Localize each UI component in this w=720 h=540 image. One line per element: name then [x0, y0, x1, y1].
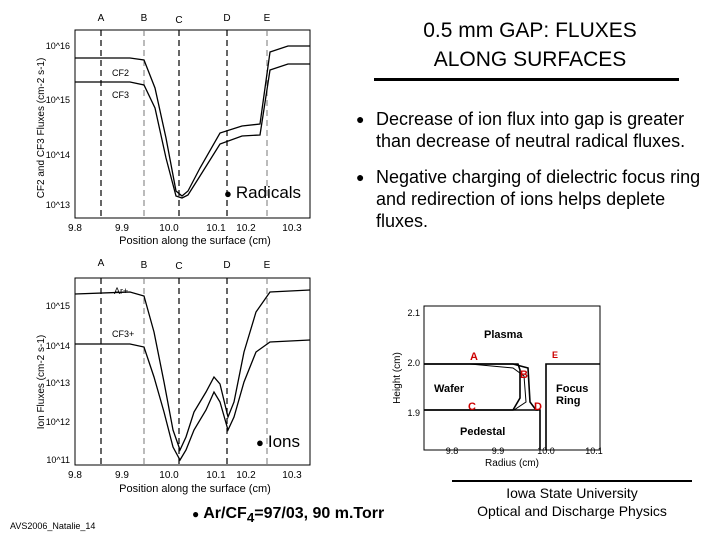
marker-d-label: D: [223, 13, 231, 24]
institution: [452, 484, 692, 520]
series-label-cf3-ion: CF3+: [112, 329, 135, 339]
bullet-dot-icon: ●: [356, 169, 365, 185]
radical-flux-chart: [30, 8, 320, 248]
bullet-item: [352, 108, 702, 152]
series-label-ar: Ar+: [114, 286, 129, 296]
y-tick-label: 10^15: [45, 301, 70, 311]
marker-a-label: A: [97, 13, 105, 24]
x-tick-label: 10.2: [236, 223, 256, 234]
y-tick-label: 10^12: [45, 417, 70, 427]
y-tick-label: 2.1: [407, 308, 420, 318]
focus-ring-outline: [546, 364, 600, 450]
y-tick-label: 1.9: [407, 408, 420, 418]
point-label-d: D: [534, 401, 542, 413]
x-tick-label: 10.0: [159, 223, 179, 234]
y-tick-label: 10^11: [46, 455, 70, 465]
x-tick-label: 9.9: [491, 446, 505, 456]
marker-b-label: B: [140, 13, 148, 24]
point-label-c: C: [468, 401, 476, 413]
marker-a-label: A: [97, 258, 105, 269]
institution-rule: [452, 480, 692, 482]
x-tick-label: 9.8: [68, 223, 82, 234]
marker-c-label: C: [175, 15, 183, 26]
x-tick-label: 9.8: [68, 470, 82, 481]
ar-ion-curve: [75, 290, 310, 450]
bullet-text: Negative charging of dielectric focus ring and redirection of ions helps deplete fluxes.: [376, 167, 701, 231]
y-tick-label: 10^14: [45, 341, 70, 351]
slide-id: AVS2006_Natalie_14: [10, 521, 96, 531]
title-line-1: 0.5 mm GAP: FLUXES: [423, 19, 637, 42]
y-axis-label: Height (cm): [392, 352, 403, 404]
x-axis-label: Radius (cm): [485, 458, 539, 469]
y-axis-label: CF2 and CF3 Fluxes (cm-2 s-1): [36, 57, 47, 199]
x-axis-label: Position along the surface (cm): [119, 483, 271, 495]
ions-callout: ● Ions: [256, 432, 300, 451]
gas-condition: ● $Ar/CF_4=97/03$, 90 m.Torr: [192, 505, 385, 526]
x-tick-label: 10.3: [282, 223, 302, 234]
bullet-dot-icon: ●: [356, 111, 365, 127]
marker-e-label: E: [263, 13, 271, 24]
region-label-focus: Focus: [556, 383, 589, 395]
marker-c-label: C: [175, 261, 183, 272]
diagram-frame: [424, 306, 600, 450]
y-tick-label: 10^13: [45, 200, 70, 210]
region-label-pedestal: Pedestal: [460, 426, 506, 438]
slide-title: [372, 16, 688, 74]
marker-d-label: D: [223, 260, 231, 271]
y-tick-label: 10^14: [45, 150, 70, 160]
bullet-dot-icon: ●: [256, 435, 264, 450]
x-tick-label: 9.8: [445, 446, 459, 456]
institution-group: Optical and Discharge Physics: [477, 503, 667, 519]
y-tick-label: 10^13: [45, 378, 70, 388]
bullet-dot-icon: ●: [224, 186, 232, 201]
y-tick-label: 10^15: [45, 95, 70, 105]
x-tick-label: 10.0: [537, 446, 555, 456]
series-label-cf3: CF3: [112, 90, 130, 100]
bullet-item: [352, 166, 702, 232]
x-axis-label: Position along the surface (cm): [119, 235, 271, 247]
y-tick-label: 10^16: [45, 41, 70, 51]
bullet-list: [352, 108, 702, 246]
x-tick-label: 10.3: [282, 470, 302, 481]
series-label-cf2: CF2: [112, 68, 130, 78]
marker-b-label: B: [140, 260, 148, 271]
x-tick-label: 9.9: [115, 223, 129, 234]
bullet-dot-icon: ●: [192, 507, 200, 521]
title-underline: [374, 78, 679, 81]
x-tick-label: 9.9: [115, 470, 129, 481]
cf3-curve: [75, 64, 310, 198]
region-label-plasma: Plasma: [484, 329, 523, 341]
x-tick-label: 10.1: [206, 470, 226, 481]
region-label-ring: Ring: [556, 395, 581, 407]
x-tick-label: 10.1: [585, 446, 603, 456]
gap-geometry-diagram: [388, 298, 612, 470]
bullet-text: Decrease of ion flux into gap is greater than decrease of neutral radical fluxes.: [376, 109, 686, 151]
ion-flux-chart: [30, 252, 320, 496]
radicals-callout: ● Radicals: [224, 183, 302, 202]
x-tick-label: 10.0: [159, 470, 179, 481]
point-label-b: B: [520, 369, 528, 381]
institution-name: Iowa State University: [506, 485, 638, 501]
point-label-a: A: [470, 351, 478, 363]
title-line-2: ALONG SURFACES: [433, 48, 627, 71]
y-axis-label: Ion Fluxes (cm-2 s-1): [36, 334, 47, 430]
region-label-wafer: Wafer: [434, 383, 465, 395]
y-tick-label: 2.0: [407, 358, 420, 368]
x-tick-label: 10.1: [206, 223, 226, 234]
x-tick-label: 10.2: [236, 470, 256, 481]
point-label-e: E: [552, 350, 559, 360]
marker-e-label: E: [263, 260, 271, 271]
